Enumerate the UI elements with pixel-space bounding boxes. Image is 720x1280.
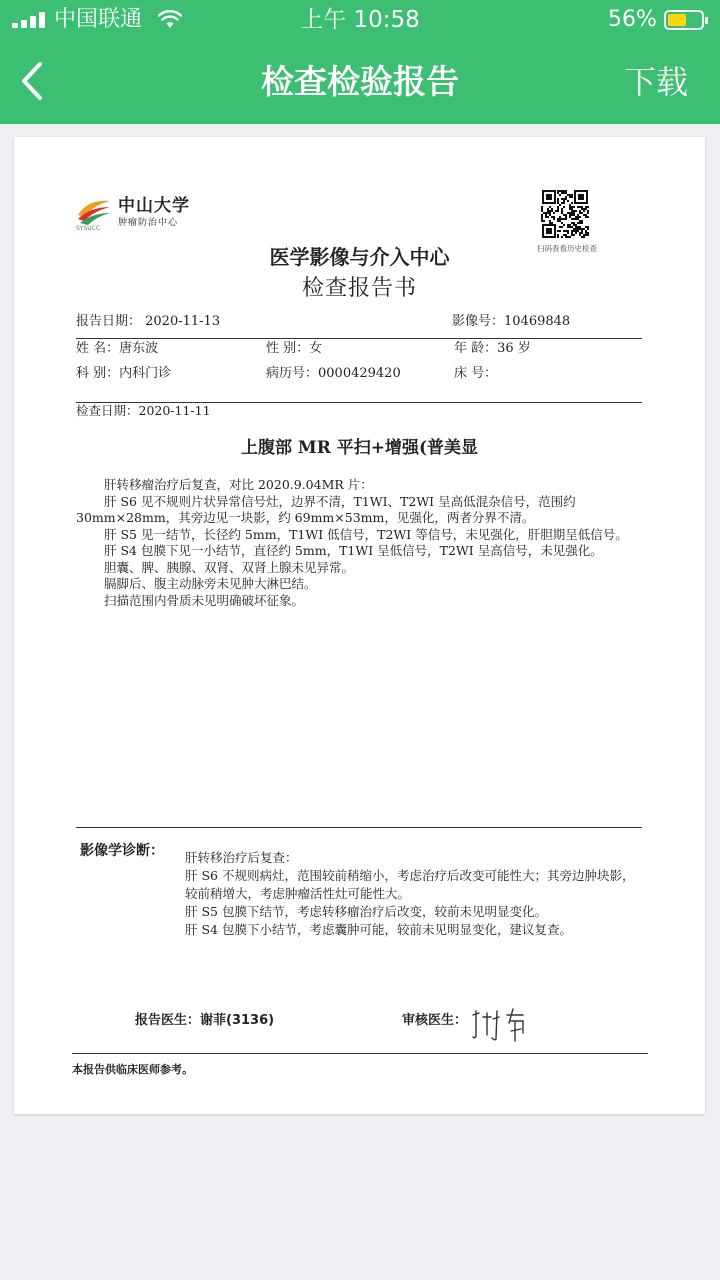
finding-line: 肝 S5 见一结节，长径约 5mm，T1WI 低信号，T2WI 等信号，未见强化，肝胆期呈低信号。 <box>104 526 628 542</box>
diagnosis-line: 肝 S6 不规则病灶，范围较前稍缩小，考虑治疗后改变可能性大；其旁边肿块影，较前稍增大，考虑肿瘤活性灶可能性大。 <box>185 868 635 901</box>
image-number: 影像号：10469848 <box>452 314 571 329</box>
reporting-doctor: 报告医生：谢菲(3136) <box>135 1013 275 1028</box>
org-name: 中山大学 <box>118 196 190 216</box>
patient-age: 年 龄：36 岁 <box>454 341 531 356</box>
finding-line: 扫描范围内骨质未见明确破坏征象。 <box>104 592 305 608</box>
download-button[interactable]: 下载 <box>623 63 688 101</box>
finding-line: 肝 S4 包膜下见一小结节，直径约 5mm，T1WI 呈低信号，T2WI 呈高信号，未见强化。 <box>104 543 603 558</box>
patient-gender: 性 别：女 <box>266 341 323 356</box>
status-bar <box>0 0 720 40</box>
exam-date: 检查日期：2020-11-11 <box>76 403 211 418</box>
logo-mark-icon <box>76 195 112 225</box>
diagnosis-section <box>185 849 645 939</box>
bed-number: 床 号： <box>454 366 498 381</box>
divider <box>72 1053 648 1054</box>
diagnosis-line: 肝 S5 包膜下结节，考虑转移瘤治疗后改变，较前未见明显变化。 <box>185 904 547 919</box>
app-header <box>0 0 720 124</box>
report-date: 报告日期： 2020-11-13 <box>76 314 221 329</box>
report-document <box>14 137 705 1114</box>
qr-code-icon[interactable] <box>541 189 589 239</box>
document-title: 检查报告书 <box>301 276 417 301</box>
hospital-logo <box>76 189 206 235</box>
department-title: 医学影像与介入中心 <box>269 245 450 269</box>
battery-level <box>668 14 686 26</box>
finding-line: 胆囊、脾、胰腺、双肾、双肾上腺未见异常。 <box>104 559 355 575</box>
findings-section <box>76 477 636 609</box>
divider <box>76 338 642 339</box>
reviewing-doctor: 审核医生： <box>402 1013 468 1028</box>
battery-percent: 56% <box>608 7 657 32</box>
diagnosis-label: 影像学诊断： <box>80 843 164 859</box>
battery-icon <box>664 10 704 30</box>
exam-title: 上腹部 MR 平扫+增强(普美显 <box>240 438 479 458</box>
record-number: 病历号：0000429420 <box>266 366 401 381</box>
status-time: 上午 10:58 <box>300 7 420 33</box>
footer-note: 本报告供临床医师参考。 <box>72 1063 193 1076</box>
diagnosis-line: 肝 S4 包膜下小结节，考虑囊肿可能，较前未见明显变化，建议复查。 <box>185 922 572 937</box>
carrier-name: 中国联通 <box>54 7 143 32</box>
patient-name: 姓 名：唐东波 <box>76 341 159 356</box>
page-title: 检查检验报告 <box>261 62 459 101</box>
divider <box>76 827 642 828</box>
org-abbr: SYSUCC <box>76 225 101 232</box>
nav-bar <box>0 40 720 124</box>
patient-department: 科 别：内科门诊 <box>76 366 172 381</box>
org-subname: 肿瘤防治中心 <box>118 218 179 228</box>
finding-line: 肝 S6 见不规则片状异常信号灶，边界不清，T1WI、T2WI 呈高低混杂信号，范围约 30mm×28mm，其旁边见一块影，约 69mm×53mm，见强化，两者分界不清。 <box>76 493 576 525</box>
finding-line: 膈脚后、腹主动脉旁未见肿大淋巴结。 <box>104 576 317 591</box>
finding-line: 肝转移瘤治疗后复查，对比 2020.9.04MR 片： <box>104 477 373 492</box>
diagnosis-line: 肝转移治疗后复查： <box>185 850 298 865</box>
handwritten-signature <box>469 1005 529 1045</box>
qr-caption: 扫码查看历史检查 <box>537 244 597 253</box>
